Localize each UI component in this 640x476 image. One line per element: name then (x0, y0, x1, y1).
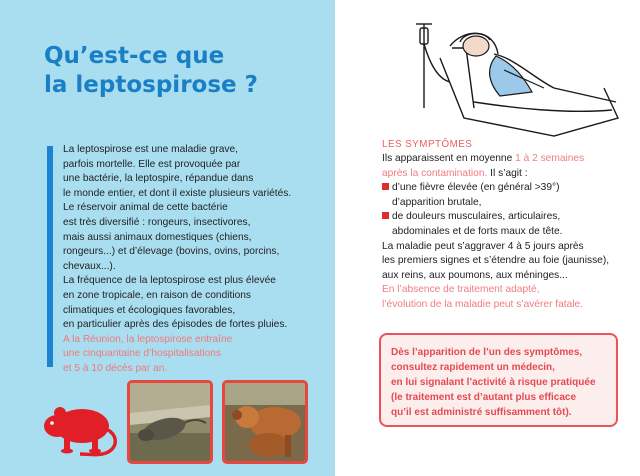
intro-line: parfois mortelle. Elle est provoquée par (63, 158, 241, 170)
evolution-line: les premiers signes et s’étendre au foie (jaunisse), (382, 255, 610, 267)
page-title (44, 42, 258, 100)
reunion-line: et 5 à 10 décès par an. (63, 362, 168, 374)
title-line-1: Qu’est-ce que (44, 43, 225, 69)
rat-photo (127, 380, 213, 464)
symptom-fever: d’une fièvre élevée (en général >39°) (392, 182, 560, 194)
intro-line: rongeurs...) et d’élevage (bovins, ovins, porcins, (63, 246, 280, 258)
intro-line: en zone tropicale, en raison de conditions (63, 289, 252, 301)
symptom-pain: de douleurs musculaires, articulaires, (392, 211, 561, 223)
symptom-pain-cont: abdominales et de forts maux de tête. (392, 225, 563, 237)
callout-line: en lui signalant l’activité à risque pratiquée (391, 377, 596, 388)
reunion-line: une cinquantaine d’hospitalisations (63, 348, 222, 360)
intro-line: une bactérie, la leptospire, répandue dans (63, 173, 254, 185)
intro-line: le monde entier, et dont il existe plusieurs variétés. (63, 187, 292, 199)
title-line-2: la leptospirose ? (44, 72, 258, 98)
callout-line: (le traitement est d’autant plus efficace (391, 392, 577, 403)
onset-delay: 1 à 2 semaines (515, 153, 585, 164)
intro-line: Le réservoir animal de cette bactérie (63, 202, 228, 214)
callout-line: Dès l’apparition de l’un des symptômes, (391, 347, 583, 358)
bullet-icon (382, 183, 389, 190)
intro-line: climatiques et écologiques favorables, (63, 304, 236, 316)
onset-contamination: après la contamination. (382, 167, 488, 179)
intro-line: mais aussi animaux domestiques (chiens, (63, 231, 252, 243)
symptoms-text (382, 152, 632, 313)
patient-in-bed-illustration (404, 18, 622, 140)
intro-line: La leptospirose est une maladie grave, (63, 144, 238, 155)
warning-line: En l’absence de traitement adapté, (382, 284, 540, 296)
rat-icon (40, 396, 122, 460)
accent-bar (47, 146, 53, 367)
reunion-line: A la Réunion, la leptospirose entraîne (63, 333, 233, 345)
bullet-icon (382, 212, 389, 219)
advice-callout (379, 333, 618, 427)
intro-line: chevaux...). (63, 260, 116, 272)
onset-intro: Il s’agit : (487, 167, 528, 179)
intro-line: est très diversifié : rongeurs, insectivores, (63, 216, 251, 228)
intro-text (63, 143, 328, 377)
intro-line: en particulier après des épisodes de fortes pluies. (63, 319, 288, 331)
callout-line: qu’il est administré suffisamment tôt). (391, 407, 572, 418)
intro-line: La fréquence de la leptospirose est plus élevée (63, 275, 276, 287)
symptoms-title: LES SYMPTÔMES (382, 139, 473, 150)
callout-line: consultez rapidement un médecin, (391, 362, 555, 373)
onset-text: Ils apparaissent en moyenne (382, 153, 516, 164)
warning-line: l’évolution de la maladie peut s’avérer fatale. (382, 298, 584, 310)
cattle-photo (222, 380, 308, 464)
symptom-fever-cont: d’apparition brutale, (392, 196, 482, 208)
evolution-line: aux reins, aux poumons, aux méninges... (382, 269, 568, 281)
evolution-line: La maladie peut s’aggraver 4 à 5 jours après (382, 240, 584, 252)
